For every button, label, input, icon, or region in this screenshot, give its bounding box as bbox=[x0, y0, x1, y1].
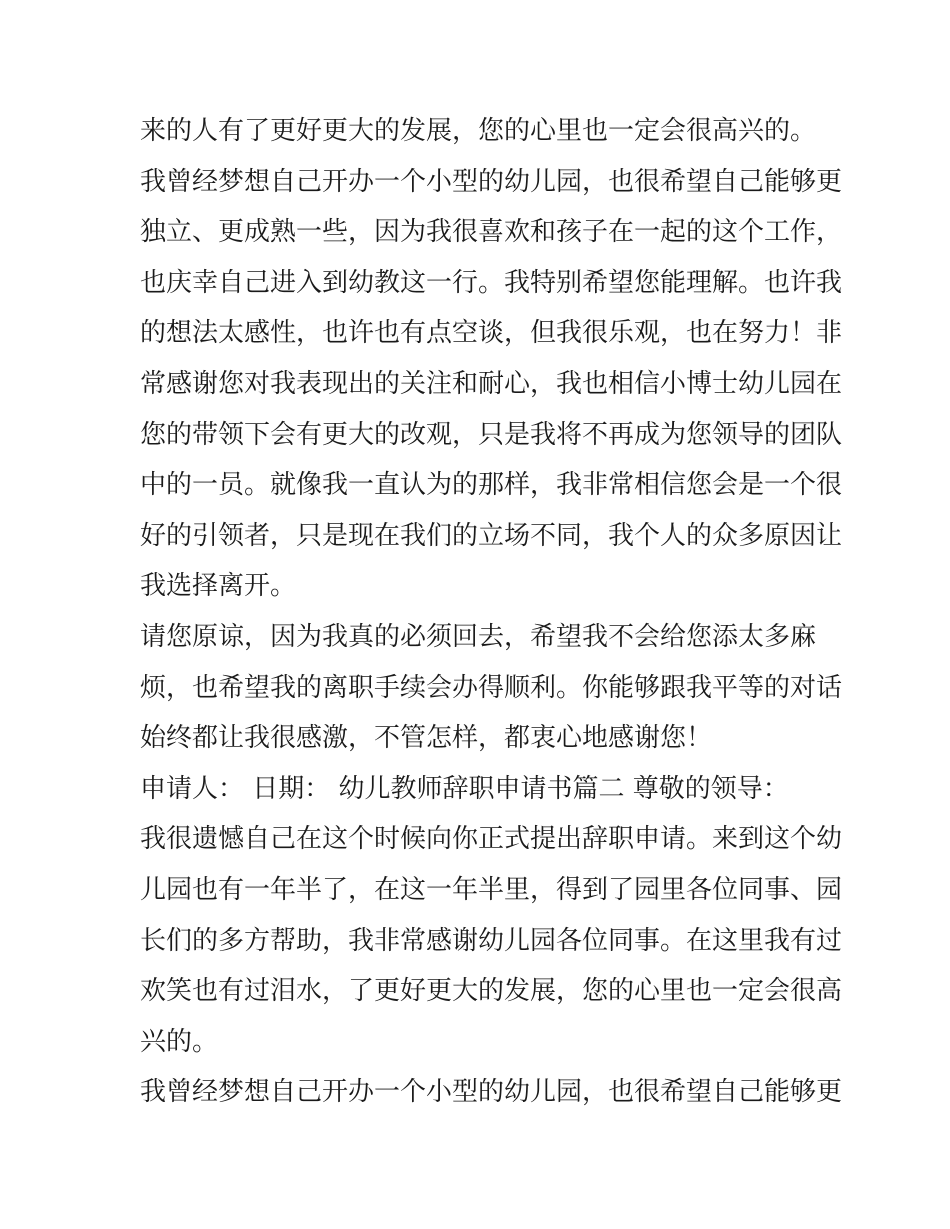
text-line: 请您原谅，因为我真的必须回去，希望我不会给您添太多麻 bbox=[140, 621, 817, 652]
text-line: 兴的。 bbox=[140, 1026, 219, 1057]
document-body bbox=[140, 106, 843, 1118]
text-line: 我曾经梦想自己开办一个小型的幼儿园，也很希望自己能够更 bbox=[140, 1077, 843, 1108]
text-line: 独立、更成熟一些，因为我很喜欢和孩子在一起的这个工作， bbox=[140, 217, 843, 248]
text-line: 始终都让我很感激，不管怎样，都衷心地感谢您！ bbox=[140, 723, 713, 754]
text-line: 我很遗憾自己在这个时候向你正式提出辞职申请。来到这个幼 bbox=[140, 824, 843, 855]
text-line: 也庆幸自己进入到幼教这一行。我特别希望您能理解。也许我 bbox=[140, 267, 843, 298]
text-line: 您的带领下会有更大的改观，只是我将不再成为您领导的团队 bbox=[140, 419, 843, 450]
text-line: 我选择离开。 bbox=[140, 571, 297, 602]
text-line: 好的引领者，只是现在我们的立场不同，我个人的众多原因让 bbox=[140, 520, 843, 551]
text-line: 来的人有了更好更大的发展，您的心里也一定会很高兴的。 bbox=[140, 116, 817, 146]
text-line: 长们的多方帮助，我非常感谢幼儿园各位同事。在这里我有过 bbox=[140, 925, 843, 956]
text-line: 儿园也有一年半了，在这一年半里，得到了园里各位同事、园 bbox=[140, 874, 843, 905]
text-line: 欢笑也有过泪水，了更好更大的发展，您的心里也一定会很高 bbox=[140, 976, 843, 1007]
text-line: 中的一员。就像我一直认为的那样，我非常相信您会是一个很 bbox=[140, 470, 843, 501]
text-line: 的想法太感性，也许也有点空谈，但我很乐观，也在努力！非 bbox=[140, 318, 843, 349]
text-line: 烦，也希望我的离职手续会办得顺利。你能够跟我平等的对话 bbox=[140, 672, 843, 703]
text-line: 我曾经梦想自己开办一个小型的幼儿园，也很希望自己能够更 bbox=[140, 166, 843, 197]
signature-date-heading-line: 申请人： 日期： 幼儿教师辞职申请书篇二 尊敬的领导： bbox=[140, 773, 789, 804]
text-line: 常感谢您对我表现出的关注和耐心，我也相信小博士幼儿园在 bbox=[140, 368, 843, 399]
